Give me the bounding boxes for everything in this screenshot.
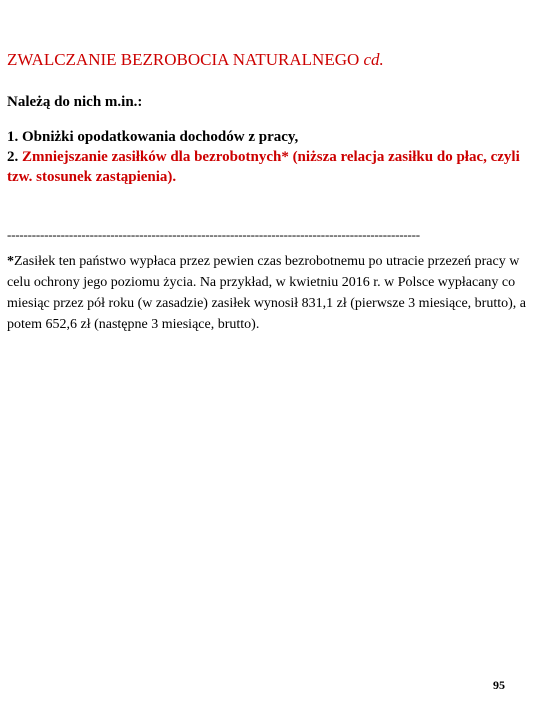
list-item bbox=[7, 147, 533, 187]
measures-list bbox=[7, 127, 533, 187]
title-main: ZWALCZANIE BEZROBOCIA NATURALNEGO bbox=[7, 50, 360, 69]
item-number: 1. bbox=[7, 129, 19, 145]
list-item bbox=[7, 127, 533, 147]
intro-text: Należą do nich m.in.: bbox=[7, 94, 143, 110]
footnote-text: Zasiłek ten państwo wypłaca przez pewien czas bezrobotnemu po utracie przezeń pracy w celu ochrony jego poziomu życia. Na przykład, w kwietniu 2016 r. w Polsce wypłacany co miesiąc przez pół roku (w zasadzie) zasiłek wynosił 831,1 zł (pierwsze 3 miesiące, brutto), a potem 652,6 zł (następne 3 miesiące, brutto). bbox=[7, 254, 526, 332]
footnote bbox=[7, 251, 533, 335]
item-text: Zmniejszanie zasiłków dla bezrobotnych* (niższa relacja zasiłku do płac, czyli tzw. stosunek zastąpienia). bbox=[7, 149, 520, 185]
page-number: 95 bbox=[493, 678, 505, 692]
item-text: Obniżki opodatkowania dochodów z pracy, bbox=[22, 129, 299, 145]
footnote-marker: * bbox=[7, 254, 14, 269]
title-suffix: cd. bbox=[363, 50, 384, 69]
footnote-divider: ---------------------------------------------------------------------------------------------------- bbox=[7, 228, 420, 242]
slide-title bbox=[7, 50, 384, 70]
item-number: 2. bbox=[7, 149, 19, 165]
